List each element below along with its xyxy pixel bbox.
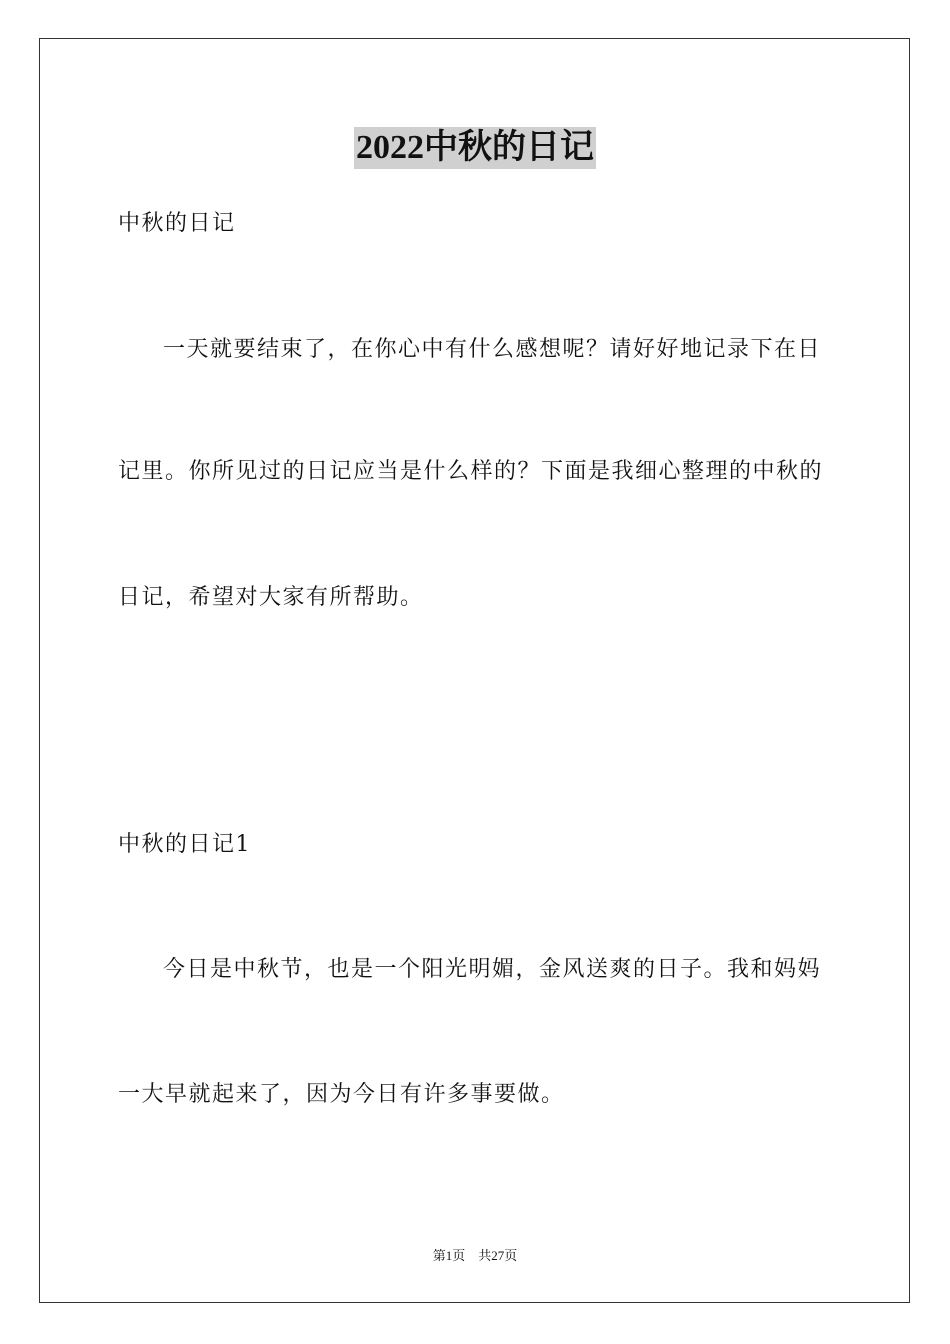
page-total: 共27页 — [478, 1248, 518, 1263]
title-container — [0, 127, 950, 169]
section-heading: 中秋的日记1 — [118, 832, 251, 857]
intro-line-3: 日记，希望对大家有所帮助。 — [118, 585, 424, 610]
section-line-2: 一大早就起来了，因为今日有许多事要做。 — [118, 1082, 565, 1107]
intro-line-2: 记里。你所见过的日记应当是什么样的？下面是我细心整理的中秋的 — [118, 459, 824, 484]
document-subtitle: 中秋的日记 — [118, 211, 236, 236]
document-title: 2022中秋的日记 — [354, 127, 596, 169]
section-line-1: 今日是中秋节，也是一个阳光明媚，金风送爽的日子。我和妈妈 — [163, 957, 822, 982]
page-number: 第1页 — [432, 1248, 466, 1263]
page-footer — [0, 1247, 950, 1265]
intro-line-1: 一天就要结束了，在你心中有什么感想呢？请好好地记录下在日 — [163, 337, 822, 362]
